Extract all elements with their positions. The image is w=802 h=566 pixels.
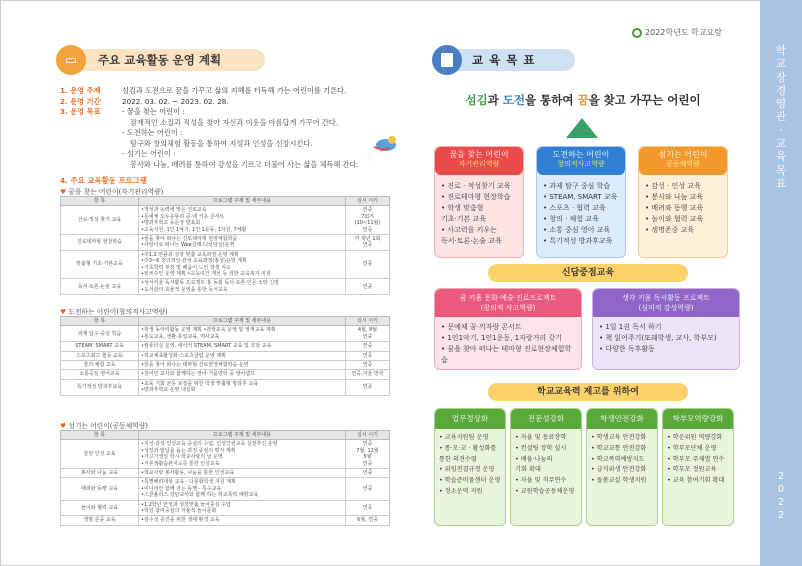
left-section-header [56, 45, 265, 75]
side-char: 경 [775, 83, 787, 97]
table-cell-item: 진로·적성 찾기 교육 [61, 206, 139, 235]
year-label [632, 27, 722, 38]
team-box [586, 408, 658, 526]
table-cell-period: 연중 7월, 12월 5월 연중 [346, 440, 390, 469]
table-cell-content: •원어민 교사와 함께하는 영어·거품방학 중 영어캠프 [139, 370, 346, 379]
table-row [61, 351, 390, 360]
operation-label: 2. 운영 기간 [60, 96, 101, 106]
team-item: • 교육지원팀 운영 [439, 434, 489, 441]
team-box [434, 408, 506, 526]
team-title: 업무정상화 [435, 409, 505, 429]
goal-item: 독서·토론·논술 교육 [441, 237, 502, 245]
goal-item: • 진로테마형 현장학습 [441, 193, 511, 201]
team-box [510, 408, 582, 526]
table-cell-item: 배려와 동행 교육 [61, 478, 139, 500]
table-cell-item: 놀이와 협력 교육 [61, 500, 139, 516]
motto-part: 을 찾고 가꾸는 어린이 [588, 93, 701, 107]
project-subtitle: (심미적 감성역량) [638, 304, 694, 312]
team-title: 전문성강화 [511, 409, 581, 429]
table-cell-content: •주1,2 만큼과 성장 맞춤 교육과정 운영 계획 •주3~6 창의적성·감성 교육과정(홍성)운영 계획 •기초학력 부장 및 배움이 느린 학생 지도 •읽쓰수인 운영 계획 •교육여건 개선 등 의한 교육복지 지원 [139, 250, 346, 279]
table-cell-period: 4월, 8월 연중 [346, 326, 390, 342]
table-cell-period: 6월, 연중 [346, 516, 390, 525]
team-item: • 자율 및 동료장학 [515, 434, 567, 441]
project-items [435, 317, 581, 371]
table-header: 항 목 [61, 431, 139, 440]
goal-item: • 스포츠 · 협력 교육 [543, 204, 606, 212]
project-item: • 1일 1권 독서 하기 [599, 323, 662, 331]
goal-title: 도전하는 어린이 [552, 150, 610, 159]
tv-icon: ▭ [56, 45, 86, 75]
goal-item: • 생명존중 교육 [645, 226, 695, 234]
motto-part: 과 [487, 93, 503, 107]
table-cell-content: •성서키울 독서활동 프로젝트 홍 동회 독서·토론·인문 소양 신장 •도서관의 효율적 운영을 통한 독서교육 [139, 279, 346, 295]
side-char: 표 [775, 176, 787, 190]
table-cell-period: 연중 [346, 379, 390, 395]
goal-header [639, 147, 727, 175]
operation-row [60, 97, 372, 108]
goal-box [434, 146, 524, 258]
table-row [61, 326, 390, 342]
table-header: 프로그램 주제 및 세부내용 [139, 431, 346, 440]
goal-subtitle: 창의적사고역량 [557, 159, 605, 168]
goal-item: • 진로 · 적성찾기 교육 [441, 182, 511, 190]
goal-item: • 봉사와 나눔 교육 [645, 193, 704, 201]
table-cell-period: 연중 [346, 342, 390, 351]
table-header: 실시 시기 [346, 431, 390, 440]
team-item: 기회 확대 [515, 466, 541, 474]
document-icon [432, 45, 462, 75]
goal-item: • 과제 탐구 중심 학습 [543, 182, 611, 190]
table-row [61, 500, 390, 516]
table-header: 프로그램 주제 및 세부내용 [139, 197, 346, 206]
goal-item: • 소통 중심 영어 교육 [543, 226, 611, 234]
project-item: • 1인1악기, 1인1운동, 1자랑거리 갖기 [441, 334, 562, 342]
operation-label: 1. 운영 주제 [60, 86, 101, 95]
side-tab-label [770, 44, 792, 190]
table-cell-content: •특별배려대상 교육 - 다문화학생 지원 계획 •미디리안 함께 가는 동행 - 특수교육 •스쿨폴리스·상담교사와 함께 하는 학교폭력 예방교육 [139, 478, 346, 500]
goal-line: 탐구와 창의체험 활동을 통하여 지성과 인성을 신장시킨다. [130, 138, 313, 148]
motto-part: 꿈 [577, 93, 589, 107]
side-char: 교 [775, 57, 787, 71]
table-row [61, 206, 390, 235]
project-item: • 다양한 독후활동 [599, 345, 655, 353]
table-cell-content: •1.2학년 안성과 성장맞춤 놀이중심 수업 •학원 참여중심의 자율적 놀이문화 [139, 500, 346, 516]
group-heading: ♥ 꿈을 찾는 어린이(자기관리역량) [60, 188, 164, 196]
table-cell-period: 연중 [346, 351, 390, 360]
team-items [511, 429, 581, 498]
table-row [61, 379, 390, 395]
side-char: 목 [775, 163, 787, 177]
team-item: • 교원학습공동체운영 [515, 487, 575, 495]
right-section-title: 교 육 목 표 [450, 49, 575, 71]
project-item: • 꿈을 찾아 떠나는 테마형 진로현장체험학습 [441, 345, 572, 364]
team-item: • 학부모 정원교육 [667, 466, 717, 474]
goal-line: 잠재적인 소질과 적성을 찾아 자신과 이웃을 아름답게 가꾸어 간다. [130, 117, 339, 127]
side-year-char: 0 [777, 484, 785, 495]
table-cell-item: 독서·토론·논술 교육 [61, 279, 139, 295]
goal-subtitle: 자기관리역량 [458, 159, 500, 168]
team-item: • 자율 및 직무연수 [515, 477, 567, 485]
goal-items [537, 175, 625, 247]
program-title: 4. 주요 교육활동 프로그램 [60, 176, 148, 185]
side-year-char: 2 [777, 471, 785, 482]
group-heading: ♥ 도전하는 어린이(창의적사고역량) [60, 308, 168, 316]
table-cell-item: 스포츠최고 협동 교육 [61, 351, 139, 360]
operation-label: 3. 운영 목표 [60, 107, 101, 116]
side-char: 관 [775, 110, 787, 124]
program-table [60, 316, 390, 396]
goal-box [638, 146, 728, 258]
group-heading: ♥ 섬기는 어린이(공동체역량) [60, 422, 148, 430]
table-header: 실시 시기 [346, 317, 390, 326]
team-item: • 배움·나눔의 [515, 455, 553, 463]
team-item: • 교육 참여기회 확대 [667, 477, 725, 485]
table-row [61, 370, 390, 379]
team-items [435, 429, 505, 498]
table-cell-item: 맞춤형 기초·기본교육 [61, 250, 139, 279]
team-item: • 위임전결규정 운영 [439, 466, 495, 474]
program-table [60, 430, 390, 526]
focus-banner: 신답중점교육 [488, 264, 688, 282]
project-title: 꿈 키움 문화·예술·진로프로젝트 [459, 294, 557, 302]
table-cell-item: 특기적성 방과후교육 [61, 379, 139, 395]
year-label-text: 2022학년도 학교요람 [645, 28, 722, 37]
table-cell-item: 진로테마형 현장학습 [61, 235, 139, 251]
goal-header [435, 147, 523, 175]
table-cell-item: 생명 존중 교육 [61, 516, 139, 525]
operation-text: 섬김과 도전으로 꿈을 가꾸고 삶의 지혜를 터득해 가는 어린이를 기른다. [122, 86, 347, 95]
table-cell-item: 감성 인성 교육 [61, 440, 139, 469]
project-items [593, 317, 739, 360]
goal-box [536, 146, 626, 258]
operation-row [60, 107, 372, 118]
left-section-title: 주요 교육활동 운영 계획 [74, 49, 265, 71]
side-year-char: 2 [777, 497, 785, 508]
right-section-header [432, 45, 575, 75]
table-row [61, 469, 390, 478]
goal-title: 섬기는 어린이 [658, 150, 708, 159]
table-row [61, 478, 390, 500]
operation-text: 2022. 03. 02. ~ 2023. 02. 28. [122, 96, 229, 106]
table-cell-content: •학교사랑 봉사활동, 나눔을 통한 인성교육 [139, 469, 346, 478]
project-header [435, 289, 581, 317]
table-cell-period: 각 학년 1회 연중 [346, 235, 390, 251]
side-year-char: 2 [777, 510, 785, 521]
table-cell-content: •컴퓨터실 운영, 에이커 STEAM, SMART 교육 및 코딩 교육 [139, 342, 346, 351]
team-box [662, 408, 734, 526]
operation-row [60, 86, 372, 97]
heart-icon: ♥ [60, 422, 67, 430]
side-char: 교 [775, 137, 787, 151]
team-item: • 학부모 주제별 연수 [667, 455, 725, 463]
table-row [61, 342, 390, 351]
table-cell-content: •교육 기회 균등 보장을 위한 학생 맞춤형 방과후 교육 •방과후학교 운영 내실화 [139, 379, 346, 395]
goal-line: 봉사와 나눔, 배려를 통하여 감성을 기르고 더불어 사는 삶을 체득해 간다. [130, 159, 359, 169]
side-char: · [779, 123, 783, 137]
table-cell-period: 연중 [346, 279, 390, 295]
team-item: • 학교교통 안전강화 [591, 444, 647, 452]
project-header [593, 289, 739, 317]
team-item: • 통·모·교 · 활성화를 [439, 444, 497, 452]
table-header: 항 목 [61, 317, 139, 326]
project-box [592, 288, 740, 370]
team-item: • 컨설팅 장학 실시 [515, 444, 567, 452]
goal-subtitle: 공동체역량 [666, 159, 700, 168]
table-cell-content: •꿈을 찾아 떠나는 테마형 진로현장체험학습 운영 [139, 361, 346, 370]
team-item: • 돌봄교실 학생지원 [591, 477, 647, 485]
project-subtitle: (창의적 사고역량) [480, 304, 536, 312]
table-header: 항 목 [61, 197, 139, 206]
goal-item: • 사고력을 키우는 [441, 226, 497, 234]
side-char: 육 [775, 150, 787, 164]
table-cell-content: •적성과 능력에 맞은 진로교육 •문예체 오우쥬뮤리 공·에 키운 콘서트 •방과후학교 동문장 발표회 •교육지원, 1인 1악기, 1인 1운동, 1자원, 7체활 [139, 206, 346, 235]
table-cell-item: 봉사와 나눔 교육 [61, 469, 139, 478]
table-row [61, 235, 390, 251]
table-cell-item: STEAM, SMART 교육 [61, 342, 139, 351]
table-header: 실시 시기 [346, 197, 390, 206]
table-cell-period: 연중 [346, 361, 390, 370]
team-item: • 학운위원 역량강화 [667, 434, 723, 441]
support-banner: 학교교육력 제고를 위하여 [488, 383, 688, 401]
project-item: • 문예체 꿈·끼자랑 콘서트 [441, 323, 522, 331]
arrow-up-icon [566, 118, 598, 138]
table-cell-period: 연중 7회기 (10~11월) 연중 [346, 206, 390, 235]
heart-icon: ♥ [60, 188, 67, 196]
goal-item: 기초·기본 교육 [441, 215, 487, 223]
table-cell-content: •지성·감성·인성교육 중심의 수업, 인성인권교육 실천추진 운영 •성장과 발달을 돕는 과정 중심의 평가 계획 •가고가생일 학시 학교사랑의 날 운영 •기본생활습관지도를 통한 인성교육 [139, 440, 346, 469]
motto-part: 섬김 [465, 93, 488, 107]
goal-item: • 학생 맞춤형 [441, 204, 484, 212]
table-cell-item: 창의·체험 교육 [61, 361, 139, 370]
table-cell-period: 연중 [346, 500, 390, 516]
team-items [587, 429, 657, 487]
goal-item: • 배려와 동행 교육 [645, 204, 704, 212]
table-row [61, 516, 390, 525]
table-row [61, 279, 390, 295]
school-logo-icon [632, 28, 642, 38]
side-char: 영 [775, 97, 787, 111]
goal-items [435, 175, 523, 247]
goal-item: • 놀이와 협력 교육 [645, 215, 704, 223]
table-cell-content: •감수성 증진을 위한 생태·환경 교육 [139, 516, 346, 525]
motto-part: 을 통하여 [525, 93, 578, 107]
project-item: • 책 읽어주기(또래학생, 교사, 학부모) [599, 334, 717, 342]
team-item: • 학부모단체 운영 [667, 444, 717, 452]
table-cell-item: 과제 탐구 중심 학습 [61, 326, 139, 342]
school-motto [433, 92, 733, 108]
goal-item: • 특기적성 방과후교육 [543, 237, 613, 245]
team-item: • 학생교육 안전강화 [591, 434, 647, 441]
operation-text: - 꿈을 찾는 어린이 : [122, 107, 185, 116]
goal-item: • STEAM, SMART 교육 [543, 193, 618, 201]
team-item: • 정소운역 지원 [439, 487, 483, 495]
bird-illustration-icon [372, 132, 400, 154]
table-row [61, 250, 390, 279]
side-tab-year [770, 470, 792, 522]
team-item: 통한 의견수렴 [439, 455, 477, 463]
table-cell-item: 소통중심 영어교육 [61, 370, 139, 379]
table-row [61, 440, 390, 469]
table-cell-period: 연중 [346, 478, 390, 500]
side-char: 학 [775, 44, 787, 57]
team-title: 학부모역량강화 [663, 409, 733, 429]
team-item: • 급식위생 안전강화 [591, 466, 647, 474]
table-cell-content: •학교체육활성화·스포츠클럽 운영 계획 [139, 351, 346, 360]
goal-line: - 도전하는 어린이 : [122, 128, 183, 137]
table-cell-period: 연중 [346, 469, 390, 478]
table-cell-period: 연중 [346, 250, 390, 279]
table-cell-content: •꿈을 찾아 떠나는 진로테마형 현장체험학습 •사랑이로 떠나는 Wee클래스(상담실)운영 [139, 235, 346, 251]
goal-line: - 섬기는 어린이 : [122, 149, 176, 158]
team-item: • 학습준비물센터 운영 [439, 477, 501, 485]
goal-title: 꿈을 찾는 어린이 [449, 150, 509, 159]
side-char: 장 [775, 70, 787, 84]
program-table [60, 196, 390, 295]
table-header: 프로그램 주제 및 세부내용 [139, 317, 346, 326]
heart-icon: ♥ [60, 308, 67, 316]
table-cell-period: 연중,겨울 방학 [346, 370, 390, 379]
project-box [434, 288, 582, 370]
project-title: 생각 키움 독서활동 프로젝트 [622, 294, 710, 302]
table-row [61, 361, 390, 370]
operation-list [60, 86, 372, 170]
team-item: • 학교폭력예방지도 [591, 455, 645, 463]
table-cell-content: •학생 동아리활동 운영 계획 •과학교육 운영 및 영재교육 계획 •통도교육, 생환·통일교육, 역사교육 [139, 326, 346, 342]
goal-item: • 창의 · 체험 교육 [543, 215, 599, 223]
goal-item: • 감성 · 인성 교육 [645, 182, 701, 190]
motto-part: 도전 [502, 93, 525, 107]
team-items [663, 429, 733, 487]
goal-header [537, 147, 625, 175]
goal-items [639, 175, 727, 236]
team-title: 학생안전강화 [587, 409, 657, 429]
